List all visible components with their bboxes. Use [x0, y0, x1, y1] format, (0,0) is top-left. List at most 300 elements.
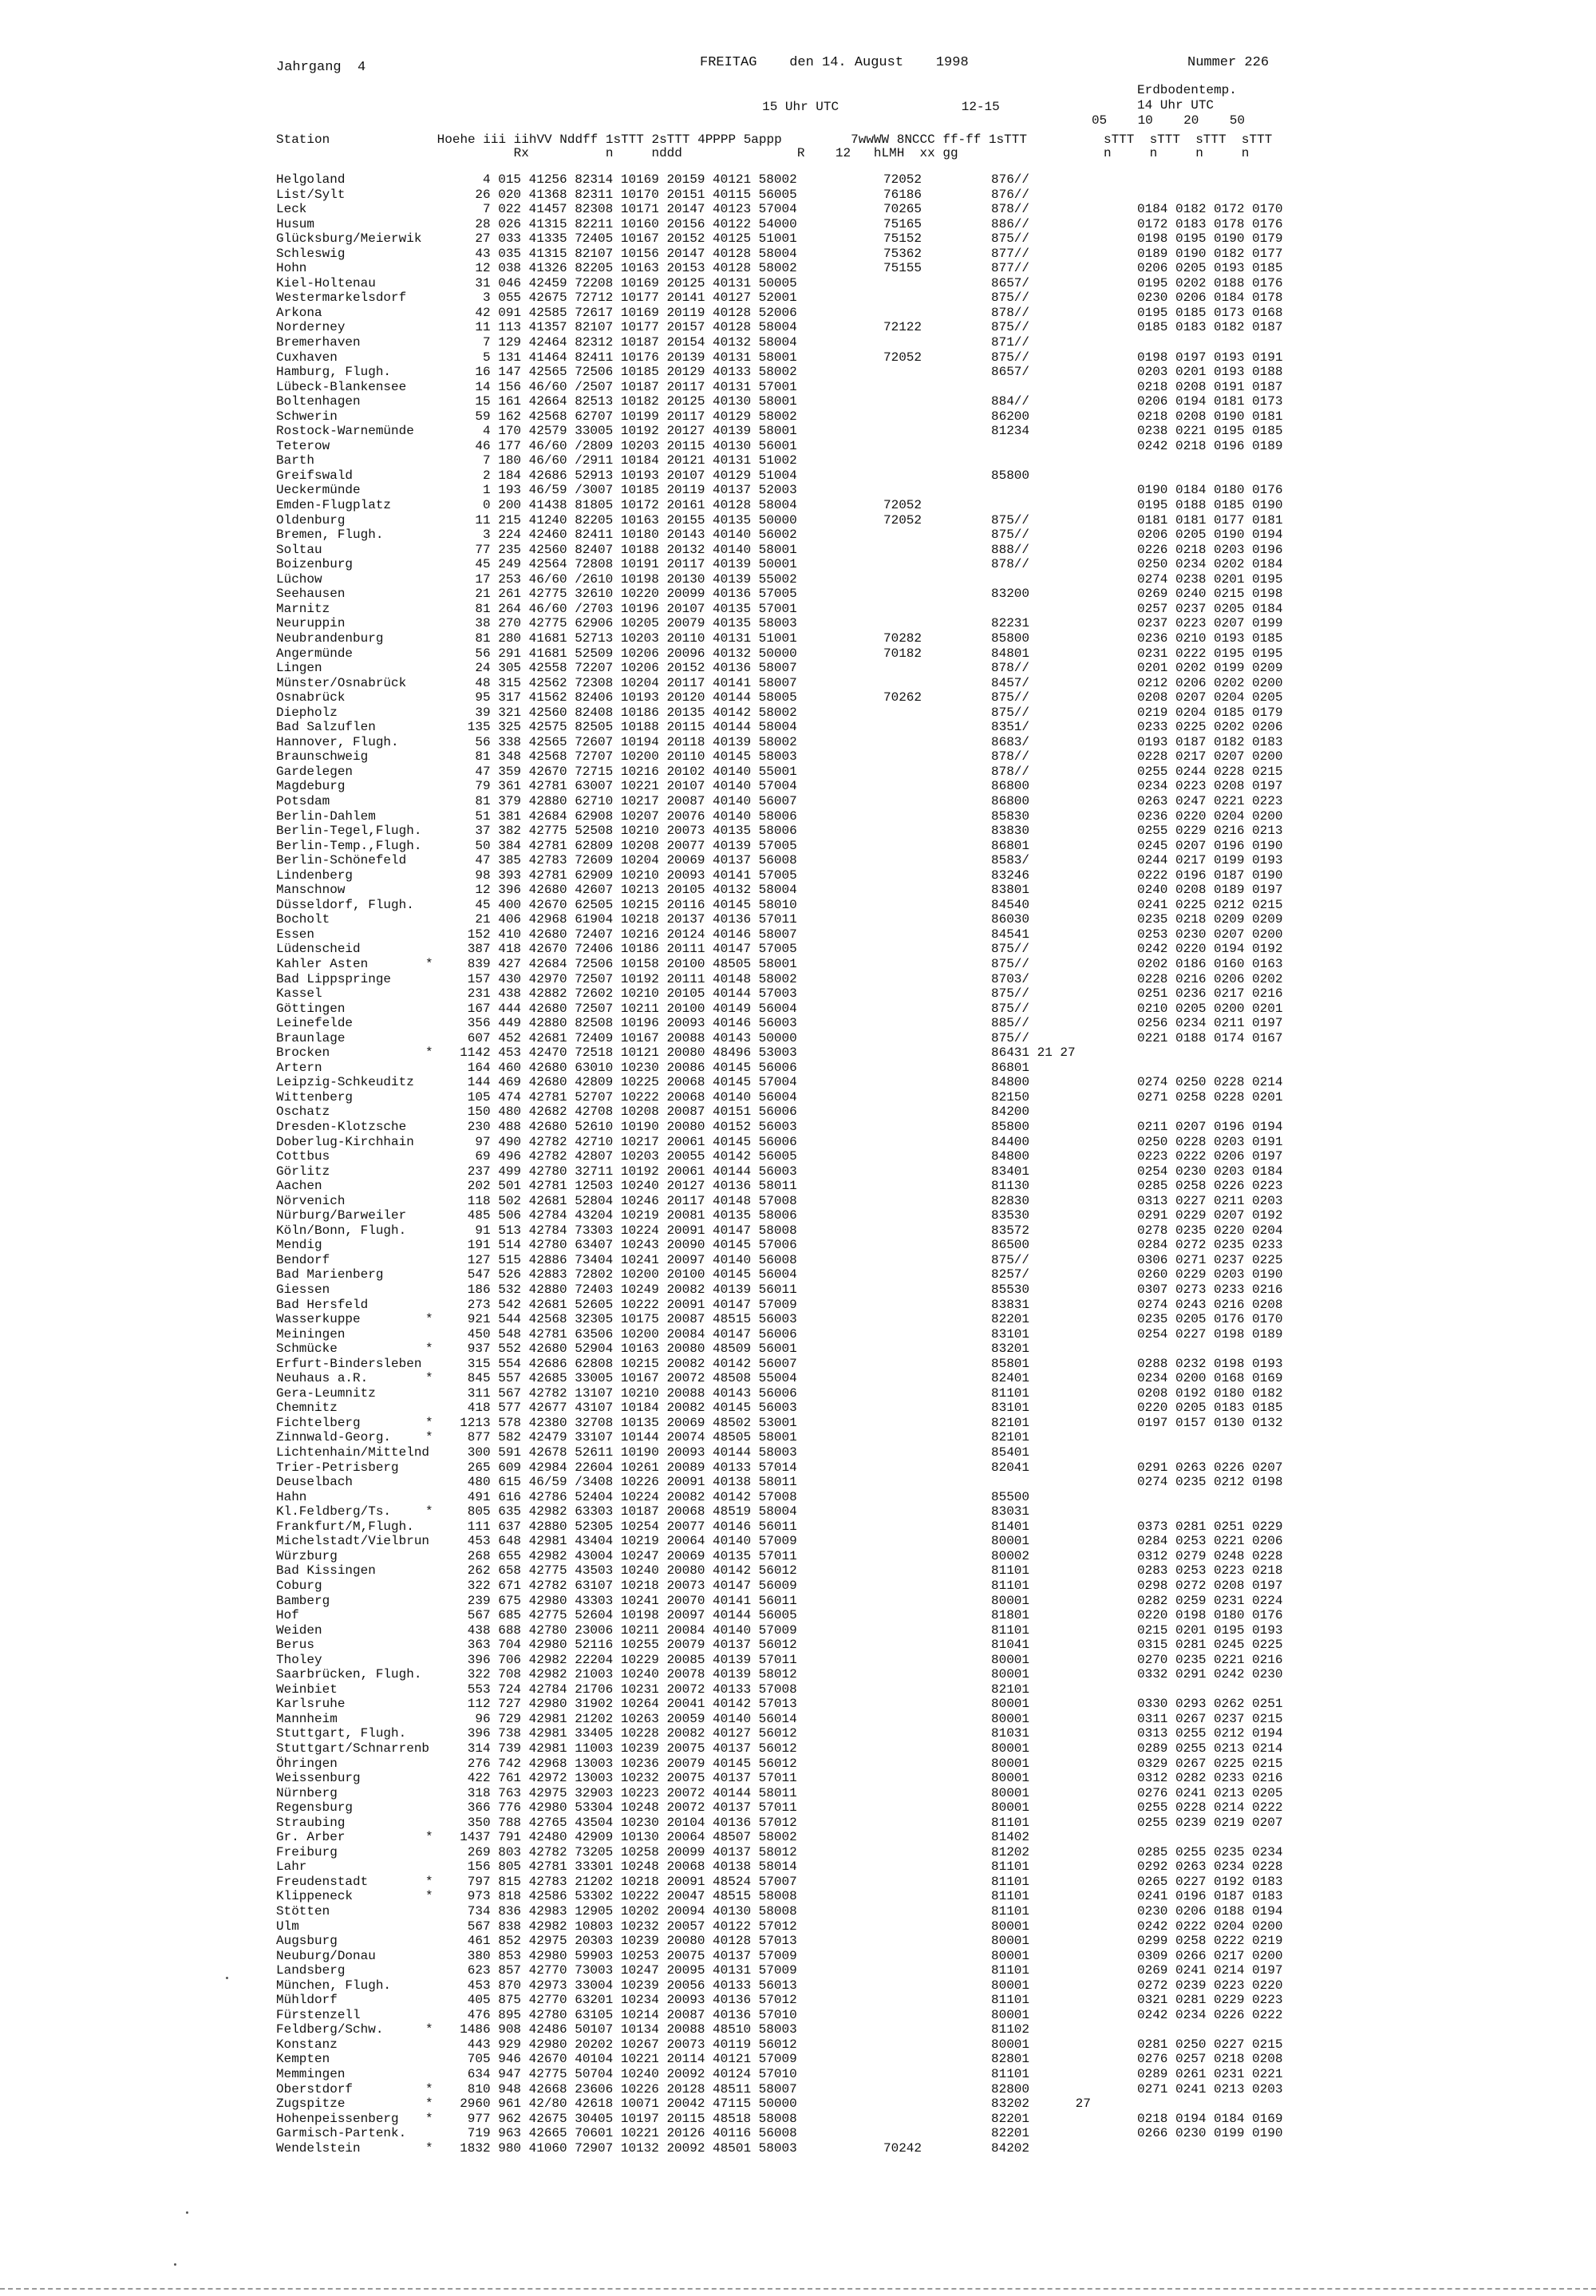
soil-temperatures: 0195 0202 0188 0176 — [1137, 275, 1283, 290]
station-name: Schmücke — [276, 1342, 338, 1357]
synop-groups: 322 671 42782 63107 10218 20073 40147 56009 — [444, 1578, 797, 1593]
soil-temperatures: 0234 0223 0208 0197 — [1137, 779, 1283, 794]
table-row — [0, 1401, 1596, 1416]
synop-groups: 553 724 42784 21706 10231 20072 40133 57008 — [444, 1681, 797, 1697]
station-name: Osnabrück — [276, 690, 346, 705]
soil-temperatures: 0215 0201 0195 0193 — [1137, 1622, 1283, 1638]
synop-groups: 734 836 42983 12905 10202 20094 40130 58008 — [444, 1903, 797, 1919]
table-row — [0, 365, 1596, 380]
synop-groups: 356 449 42880 82508 10196 20093 40146 56003 — [444, 1016, 797, 1031]
soil-temperatures: 0253 0230 0207 0200 — [1137, 927, 1283, 942]
station-name: Greifswald — [276, 468, 354, 483]
station-name: Husum — [276, 216, 315, 231]
synop-groups: 167 444 42680 72507 10211 20100 40149 56004 — [444, 1001, 797, 1016]
station-name: Cuxhaven — [276, 350, 338, 365]
station-name: Leck — [276, 202, 307, 217]
table-row — [0, 1934, 1596, 1949]
station-name: Ulm — [276, 1919, 299, 1934]
soil-temperatures: 0311 0267 0237 0215 — [1137, 1711, 1283, 1726]
soil-temperatures: 0250 0234 0202 0184 — [1137, 557, 1283, 572]
cloud-group: 85800 — [991, 1120, 1030, 1134]
synop-groups: 877 582 42479 33107 10144 20074 48505 58001 — [444, 1430, 797, 1445]
cloud-group: 80001 — [991, 1697, 1030, 1712]
cloud-group: 85530 — [991, 1282, 1030, 1298]
table-row — [0, 676, 1596, 691]
cloud-group: 83200 — [991, 587, 1030, 602]
table-row — [0, 2096, 1596, 2112]
cloud-group: 83831 — [991, 1297, 1030, 1312]
station-name: Tholey — [276, 1652, 322, 1667]
cloud-group: 80001 — [991, 2037, 1030, 2052]
synop-groups: 51 381 42684 62908 10207 20076 40140 58006 — [444, 808, 797, 824]
table-row — [0, 794, 1596, 809]
cloud-group: 83246 — [991, 867, 1030, 883]
soil-temperatures: 0270 0235 0221 0216 — [1137, 1652, 1283, 1667]
cloud-group: 83530 — [991, 1208, 1030, 1223]
soil-temperatures: 0312 0282 0233 0216 — [1137, 1771, 1283, 1786]
weather-group: 72052 — [883, 172, 922, 187]
soil-temperatures: 0254 0227 0198 0189 — [1137, 1326, 1283, 1342]
synop-groups: 24 305 42558 72207 10206 20152 40136 58007 — [444, 661, 797, 676]
table-row — [0, 986, 1596, 1002]
station-name: Oschatz — [276, 1105, 330, 1120]
station-name: Trier-Petrisberg — [276, 1460, 399, 1475]
synop-groups: 191 514 42780 63407 10243 20090 40145 57006 — [444, 1238, 797, 1253]
station-name: Berlin-Schönefeld — [276, 853, 407, 868]
table-row — [0, 720, 1596, 735]
table-row — [0, 853, 1596, 868]
cloud-group: 875// — [991, 1252, 1030, 1267]
synop-groups: 491 616 42786 52404 10224 20082 40142 57008 — [444, 1489, 797, 1504]
table-row — [0, 335, 1596, 350]
cloud-group: 875// — [991, 1030, 1030, 1045]
soil-temperatures: 0332 0291 0242 0230 — [1137, 1667, 1283, 1682]
table-row — [0, 1519, 1596, 1535]
table-row — [0, 247, 1596, 262]
synop-groups: 443 929 42980 20202 10267 20073 40119 56012 — [444, 2037, 797, 2052]
cloud-group: 875// — [991, 231, 1030, 247]
cloud-group: 84801 — [991, 646, 1030, 661]
station-name: Görlitz — [276, 1164, 330, 1179]
synop-groups: 96 729 42981 21202 10263 20059 40140 56014 — [444, 1711, 797, 1726]
table-row — [0, 528, 1596, 543]
table-row — [0, 735, 1596, 750]
cloud-group: 886// — [991, 216, 1030, 231]
table-row — [0, 1371, 1596, 1386]
synop-groups: 11 215 41240 82205 10163 20155 40135 50000 — [444, 512, 797, 528]
synop-groups: 4 015 41256 82314 10169 20159 40121 58002 — [444, 172, 797, 187]
cloud-group: 875// — [991, 350, 1030, 365]
synop-groups: 1142 453 42470 72518 10121 20080 48496 53003 — [444, 1045, 797, 1061]
table-row — [0, 1978, 1596, 1994]
synop-groups: 314 739 42981 11003 10239 20075 40137 56012 — [444, 1741, 797, 1756]
mountain-marker: * — [425, 2096, 433, 2112]
table-row — [0, 1120, 1596, 1135]
soil-temperatures: 0373 0281 0251 0229 — [1137, 1519, 1283, 1534]
station-name: Hahn — [276, 1489, 307, 1504]
soil-temperatures: 0255 0229 0216 0213 — [1137, 824, 1283, 839]
table-row — [0, 394, 1596, 409]
soil-temperatures: 0312 0279 0248 0228 — [1137, 1548, 1283, 1563]
station-name: Göttingen — [276, 1001, 346, 1016]
weather-group: 75165 — [883, 216, 922, 231]
cloud-group: 80001 — [991, 1978, 1030, 1993]
cloud-group: 80001 — [991, 1800, 1030, 1816]
table-row — [0, 1267, 1596, 1282]
soil-temperatures: 0195 0188 0185 0190 — [1137, 498, 1283, 513]
cloud-group: 80001 — [991, 1593, 1030, 1608]
soil-temperatures: 0265 0227 0192 0183 — [1137, 1874, 1283, 1889]
station-name: Stuttgart, Flugh. — [276, 1726, 407, 1741]
cloud-group: 86431 21 27 — [991, 1045, 1076, 1061]
cloud-group: 85830 — [991, 808, 1030, 824]
station-name: Weiden — [276, 1622, 322, 1638]
table-row — [0, 1223, 1596, 1239]
table-row — [0, 1816, 1596, 1831]
scan-speck — [186, 2211, 188, 2214]
table-row — [0, 749, 1596, 765]
cloud-group: 80001 — [991, 1771, 1030, 1786]
soil-temperatures: 0203 0201 0193 0188 — [1137, 365, 1283, 380]
station-name: Boltenhagen — [276, 394, 361, 409]
synop-groups: 11 113 41357 82107 10177 20157 40128 58004 — [444, 320, 797, 335]
soil-temperatures: 0307 0273 0233 0216 — [1137, 1282, 1283, 1298]
station-name: Bad Lippspringe — [276, 971, 392, 986]
soil-temperatures: 0278 0235 0220 0204 — [1137, 1223, 1283, 1238]
table-row — [0, 1949, 1596, 1964]
cloud-group: 84540 — [991, 897, 1030, 912]
station-name: Kl.Feldberg/Ts. — [276, 1504, 392, 1519]
soil-temperatures: 0284 0253 0221 0206 — [1137, 1534, 1283, 1549]
synop-groups: 485 506 42784 43204 10219 20081 40135 58006 — [444, 1208, 797, 1223]
soil-temperatures: 0242 0222 0204 0200 — [1137, 1919, 1283, 1934]
synop-groups: 1213 578 42380 32708 10135 20069 48502 53001 — [444, 1415, 797, 1430]
table-row — [0, 424, 1596, 439]
soil-temperatures: 0236 0220 0204 0200 — [1137, 808, 1283, 824]
soil-temperatures: 0251 0236 0217 0216 — [1137, 986, 1283, 1002]
soil-temperatures: 0256 0234 0211 0197 — [1137, 1016, 1283, 1031]
synop-groups: 1832 980 41060 72907 10132 20092 48501 58003 — [444, 2140, 797, 2156]
mountain-marker: * — [425, 1874, 433, 1889]
synop-groups: 973 818 42586 53302 10222 20047 48515 58008 — [444, 1889, 797, 1904]
synop-groups: 366 776 42980 53304 10248 20072 40137 57011 — [444, 1800, 797, 1816]
soil-temperatures: 0282 0259 0231 0224 — [1137, 1593, 1283, 1608]
soil-temperatures: 0313 0227 0211 0203 — [1137, 1193, 1283, 1208]
station-name: Neuburg/Donau — [276, 1948, 376, 1963]
synop-groups: 1486 908 42486 50107 10134 20088 48510 58003 — [444, 2022, 797, 2037]
station-name: Kiel-Holtenau — [276, 275, 376, 290]
station-name: Helgoland — [276, 172, 346, 187]
soil-temperatures: 0211 0207 0196 0194 — [1137, 1120, 1283, 1134]
table-row — [0, 498, 1596, 513]
station-name: Mannheim — [276, 1711, 338, 1726]
synop-groups: 476 895 42780 63105 10214 20087 40136 57010 — [444, 2007, 797, 2022]
soil-temperatures: 0291 0229 0207 0192 — [1137, 1208, 1283, 1223]
synop-groups: 47 385 42783 72609 10204 20069 40137 56008 — [444, 853, 797, 868]
soil-temperatures: 0285 0255 0235 0234 — [1137, 1844, 1283, 1859]
cloud-group: 81801 — [991, 1608, 1030, 1623]
table-row — [0, 1549, 1596, 1564]
cloud-group: 871// — [991, 335, 1030, 350]
synop-groups: 937 552 42680 52904 10163 20080 48509 56001 — [444, 1342, 797, 1357]
soil-temperatures: 0309 0266 0217 0200 — [1137, 1948, 1283, 1963]
soil-temp-time: 14 Uhr UTC — [1137, 98, 1215, 113]
cloud-group: 81101 — [991, 1859, 1030, 1875]
table-row — [0, 217, 1596, 232]
synop-groups: 31 046 42459 72208 10169 20125 40131 50005 — [444, 275, 797, 290]
soil-temperatures: 0218 0208 0190 0181 — [1137, 409, 1283, 424]
station-name: Lüdenscheid — [276, 942, 361, 957]
table-row — [0, 690, 1596, 705]
synop-groups: 921 544 42568 32305 10175 20087 48515 56003 — [444, 1312, 797, 1327]
soil-temperatures: 0237 0223 0207 0199 — [1137, 616, 1283, 631]
table-row — [0, 1031, 1596, 1046]
cloud-group: 81130 — [991, 1179, 1030, 1194]
soil-temperatures: 0208 0207 0204 0205 — [1137, 690, 1283, 705]
station-name: Schleswig — [276, 246, 346, 261]
weather-group: 70182 — [883, 646, 922, 661]
cloud-group: 875// — [991, 986, 1030, 1002]
soil-temperatures: 0329 0267 0225 0215 — [1137, 1756, 1283, 1771]
station-name: Mühldorf — [276, 1993, 338, 2008]
soil-temperatures: 0299 0258 0222 0219 — [1137, 1934, 1283, 1949]
station-name: Giessen — [276, 1282, 330, 1298]
soil-temperatures: 0220 0198 0180 0176 — [1137, 1608, 1283, 1623]
table-row — [0, 261, 1596, 276]
station-name: Brocken — [276, 1045, 330, 1061]
cloud-group: 83572 — [991, 1223, 1030, 1238]
station-name: Bad Kissingen — [276, 1563, 376, 1579]
station-name: Wendelstein — [276, 2140, 361, 2156]
station-name: Bremen, Flugh. — [276, 528, 384, 543]
station-name: Artern — [276, 1060, 322, 1075]
cloud-group: 81101 — [991, 1889, 1030, 1904]
table-row — [0, 927, 1596, 943]
cloud-group: 85801 — [991, 1356, 1030, 1371]
weather-group: 70282 — [883, 630, 922, 646]
cloud-group: 86800 — [991, 793, 1030, 808]
soil-temperatures: 0315 0281 0245 0225 — [1137, 1638, 1283, 1653]
station-name: Lübeck-Blankensee — [276, 379, 407, 394]
table-row — [0, 1594, 1596, 1609]
cloud-group: 875// — [991, 1001, 1030, 1016]
station-name: Memmingen — [276, 2067, 346, 2081]
synop-groups: 810 948 42668 23606 10226 20128 48511 58007 — [444, 2081, 797, 2096]
table-row — [0, 1386, 1596, 1401]
synop-groups: 7 022 41457 82308 10171 20147 40123 57004 — [444, 202, 797, 217]
table-row — [0, 1757, 1596, 1772]
cloud-group: 83031 — [991, 1504, 1030, 1519]
scan-speck — [226, 1977, 228, 1979]
soil-temperatures: 0271 0258 0228 0201 — [1137, 1089, 1283, 1105]
soil-temperatures: 0240 0208 0189 0197 — [1137, 883, 1283, 898]
table-row — [0, 1238, 1596, 1253]
cloud-group: 82101 — [991, 1415, 1030, 1430]
table-row — [0, 839, 1596, 854]
weather-group: 70265 — [883, 202, 922, 217]
synop-groups: 4 170 42579 33005 10192 20127 40139 58001 — [444, 424, 797, 439]
cloud-group: 8703/ — [991, 971, 1030, 986]
station-name: Hof — [276, 1608, 299, 1623]
soil-temperatures: 0219 0204 0185 0179 — [1137, 705, 1283, 720]
soil-temperatures: 0241 0225 0212 0215 — [1137, 897, 1283, 912]
soil-temperatures: 0245 0207 0196 0190 — [1137, 838, 1283, 853]
station-name: Teterow — [276, 438, 330, 453]
cloud-group: 84541 — [991, 927, 1030, 942]
station-name: Deuselbach — [276, 1475, 354, 1490]
soil-temperatures: 0212 0206 0202 0200 — [1137, 675, 1283, 690]
synop-groups: 186 532 42880 72403 10249 20082 40139 56011 — [444, 1282, 797, 1298]
soil-temperatures: 0198 0195 0190 0179 — [1137, 231, 1283, 247]
synop-groups: 97 490 42782 42710 10217 20061 40145 56006 — [444, 1134, 797, 1149]
station-name: Münster/Osnabrück — [276, 675, 407, 690]
soil-temperatures: 0260 0229 0203 0190 — [1137, 1267, 1283, 1282]
mountain-marker: * — [425, 1342, 433, 1357]
synop-groups: 91 513 42784 73303 10224 20091 40147 58008 — [444, 1223, 797, 1238]
synop-groups: 45 400 42670 62505 10215 20116 40145 58010 — [444, 897, 797, 912]
soil-temperatures: 0218 0208 0191 0187 — [1137, 379, 1283, 394]
table-row — [0, 2067, 1596, 2082]
station-name: Bad Hersfeld — [276, 1297, 369, 1312]
cloud-group: 82150 — [991, 1089, 1030, 1105]
mountain-marker: * — [425, 1045, 433, 1061]
table-row — [0, 468, 1596, 484]
cloud-group: 8457/ — [991, 675, 1030, 690]
table-row — [0, 1845, 1596, 1860]
table-row — [0, 1208, 1596, 1223]
table-row — [0, 1312, 1596, 1327]
cloud-group: 81101 — [991, 1963, 1030, 1978]
station-name: Norderney — [276, 320, 346, 335]
cloud-group: 81101 — [991, 1874, 1030, 1889]
table-row — [0, 661, 1596, 676]
table-row — [0, 1919, 1596, 1934]
soil-temperatures: 0226 0218 0203 0196 — [1137, 542, 1283, 557]
table-row — [0, 1623, 1596, 1638]
soil-temperatures: 0236 0210 0193 0185 — [1137, 630, 1283, 646]
station-name: Lindenberg — [276, 867, 354, 883]
table-row — [0, 276, 1596, 291]
synop-groups: 37 382 42775 52508 10210 20073 40135 58006 — [444, 824, 797, 839]
soil-temperatures: 0274 0235 0212 0198 — [1137, 1475, 1283, 1490]
soil-temperatures: 0230 0206 0184 0178 — [1137, 290, 1283, 306]
cloud-group: 81101 — [991, 1563, 1030, 1579]
station-name: Freudenstadt — [276, 1874, 369, 1889]
table-row — [0, 912, 1596, 927]
table-row — [0, 824, 1596, 839]
table-row — [0, 883, 1596, 898]
station-name: Erfurt-Bindersleben — [276, 1356, 422, 1371]
weather-group: 76186 — [883, 187, 922, 202]
cloud-group: 80001 — [991, 1919, 1030, 1934]
cloud-group: 878// — [991, 764, 1030, 779]
table-row — [0, 1786, 1596, 1801]
station-name: Fürstenzell — [276, 2007, 361, 2022]
cloud-group: 86801 — [991, 838, 1030, 853]
weather-group: 70262 — [883, 690, 922, 705]
station-name: Nürnberg — [276, 1785, 338, 1800]
cloud-group: 81041 — [991, 1638, 1030, 1653]
synop-groups: 230 488 42680 52610 10190 20080 40152 56003 — [444, 1120, 797, 1134]
station-name: Düsseldorf, Flugh. — [276, 897, 414, 912]
cloud-group: 875// — [991, 956, 1030, 971]
mountain-marker: * — [425, 1415, 433, 1430]
station-name: Hamburg, Flugh. — [276, 365, 392, 380]
weather-group: 75152 — [883, 231, 922, 247]
soil-temperatures: 0255 0228 0214 0222 — [1137, 1800, 1283, 1816]
synop-groups: 56 291 41681 52509 10206 20096 40132 50000 — [444, 646, 797, 661]
station-name: Bad Marienberg — [276, 1267, 384, 1282]
cloud-group: 84800 — [991, 1149, 1030, 1164]
soil-temperatures: 0172 0183 0178 0176 — [1137, 216, 1283, 231]
station-name: Lichtenhain/Mittelnd — [276, 1445, 430, 1460]
synop-groups: 157 430 42970 72507 10192 20111 40148 58002 — [444, 971, 797, 986]
station-name: Aachen — [276, 1179, 322, 1194]
station-name: List/Sylt — [276, 187, 346, 202]
soil-temperatures: 0271 0241 0213 0203 — [1137, 2081, 1283, 2096]
table-row — [0, 1638, 1596, 1653]
station-name: Cottbus — [276, 1149, 330, 1164]
mountain-marker: * — [425, 956, 433, 971]
cloud-group: 86200 — [991, 409, 1030, 424]
synop-groups: 839 427 42684 72506 10158 20100 48505 58001 — [444, 956, 797, 971]
cloud-group: 875// — [991, 528, 1030, 543]
table-row — [0, 2008, 1596, 2023]
table-row — [0, 231, 1596, 247]
synop-groups: 311 567 42782 13107 10210 20088 40143 56006 — [444, 1385, 797, 1401]
table-row — [0, 409, 1596, 425]
weather-group: 72122 — [883, 320, 922, 335]
cloud-group: 83401 — [991, 1164, 1030, 1179]
table-row — [0, 1830, 1596, 1845]
cloud-group: 876// — [991, 187, 1030, 202]
table-row — [0, 1179, 1596, 1194]
synop-groups: 47 359 42670 72715 10216 20102 40140 55001 — [444, 764, 797, 779]
synop-groups: 135 325 42575 82505 10188 20115 40144 58004 — [444, 720, 797, 735]
cloud-group: 82201 — [991, 1312, 1030, 1327]
synop-groups: 156 805 42781 33301 10248 20068 40138 58014 — [444, 1859, 797, 1875]
soil-temperatures: 0298 0272 0208 0197 — [1137, 1578, 1283, 1593]
station-name: Leipzig-Schkeuditz — [276, 1075, 414, 1090]
synop-groups: 21 261 42775 32610 10220 20099 40136 57005 — [444, 587, 797, 602]
table-row — [0, 2141, 1596, 2156]
cloud-group: 83101 — [991, 1401, 1030, 1416]
table-row — [0, 779, 1596, 794]
soil-temperatures: 0289 0255 0213 0214 — [1137, 1741, 1283, 1756]
station-name: Bamberg — [276, 1593, 330, 1608]
cloud-group: 86500 — [991, 1238, 1030, 1253]
table-row — [0, 1579, 1596, 1594]
table-row — [0, 1667, 1596, 1682]
synop-groups: 273 542 42681 52605 10222 20091 40147 57009 — [444, 1297, 797, 1312]
soil-temperatures: 0272 0239 0223 0220 — [1137, 1978, 1283, 1993]
mountain-marker: * — [425, 1312, 433, 1327]
station-name: Berlin-Dahlem — [276, 808, 376, 824]
cloud-group: 81101 — [991, 1815, 1030, 1830]
synop-groups: 77 235 42560 82407 10188 20132 40140 58001 — [444, 542, 797, 557]
mountain-marker: * — [425, 2022, 433, 2037]
station-name: Seehausen — [276, 587, 346, 602]
soil-temperatures: 0222 0196 0187 0190 — [1137, 867, 1283, 883]
soil-temperatures: 0208 0192 0180 0182 — [1137, 1385, 1283, 1401]
table-row — [0, 1416, 1596, 1431]
weather-group: 72052 — [883, 350, 922, 365]
synop-groups: 2960 961 42/80 42618 10071 20042 47115 50000 — [444, 2096, 797, 2112]
table-row — [0, 868, 1596, 883]
synop-groups: 202 501 42781 12503 10240 20127 40136 58011 — [444, 1179, 797, 1194]
soil-temperatures: 0284 0272 0235 0233 — [1137, 1238, 1283, 1253]
cloud-group: 80001 — [991, 1667, 1030, 1682]
